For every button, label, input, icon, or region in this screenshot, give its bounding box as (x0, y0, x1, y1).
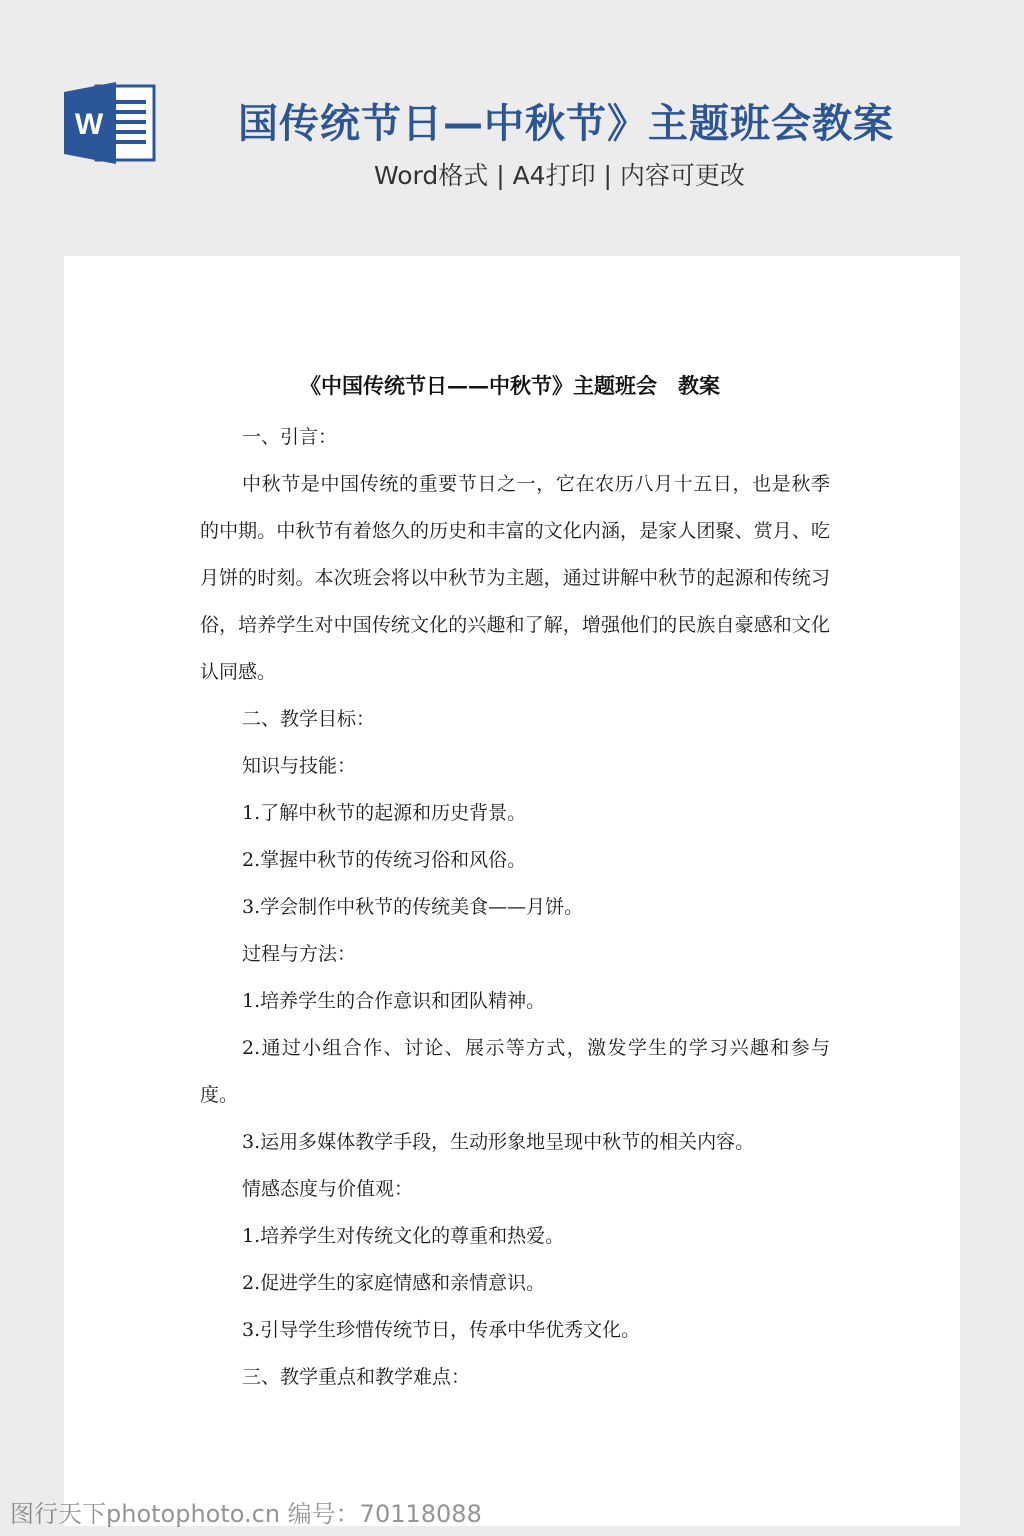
word-file-icon (62, 80, 158, 166)
list-item: 1.培养学生的合作意识和团队精神。 (242, 990, 546, 1012)
section-heading: 三、教学重点和教学难点： (242, 1366, 471, 1388)
document-title: 《中国传统节日——中秋节》主题班会 教案 (300, 373, 720, 398)
subheading: 情感态度与价值观： (242, 1178, 414, 1200)
list-item: 3.引导学生珍惜传统节日，传承中华优秀文化。 (242, 1319, 641, 1341)
list-item: 2.掌握中秋节的传统习俗和风俗。 (242, 849, 527, 871)
header-title: 国传统节日—中秋节》主题班会教案 (238, 101, 894, 147)
section-heading: 二、教学目标： (242, 708, 376, 730)
list-item: 1.培养学生对传统文化的尊重和热爱。 (242, 1225, 565, 1247)
list-item: 1.了解中秋节的起源和历史背景。 (242, 802, 527, 824)
section-heading: 一、引言： (242, 426, 338, 448)
list-item: 3.运用多媒体教学手段，生动形象地呈现中秋节的相关内容。 (242, 1131, 755, 1153)
header-subtitle: Word格式 | A4打印 | 内容可更改 (374, 161, 745, 190)
paragraph: 中秋节是中国传统的重要节日之一，它在农历八月十五日，也是秋季的中期。中秋节有着悠久的历史和丰富的文化内涵，是家人团聚、赏月、吃月饼的时刻。本次班会将以中秋节为主题，通过讲解中秋节的起源和传统习俗，培养学生对中国传统文化的兴趣和了解，增强他们的民族自豪感和文化认同感。 (200, 473, 830, 683)
list-item: 3.学会制作中秋节的传统美食——月饼。 (242, 896, 584, 918)
subheading: 过程与方法： (242, 943, 357, 965)
svg-text:W: W (74, 108, 104, 141)
header (0, 0, 1024, 230)
subheading: 知识与技能： (242, 755, 357, 777)
document-body (200, 414, 830, 1401)
watermark: 图行天下photophoto.cn 编号：70118088 (10, 1500, 482, 1528)
list-item: 2.通过小组合作、讨论、展示等方式，激发学生的学习兴趣和参与度。 (200, 1037, 830, 1106)
list-item: 2.促进学生的家庭情感和亲情意识。 (242, 1272, 546, 1294)
